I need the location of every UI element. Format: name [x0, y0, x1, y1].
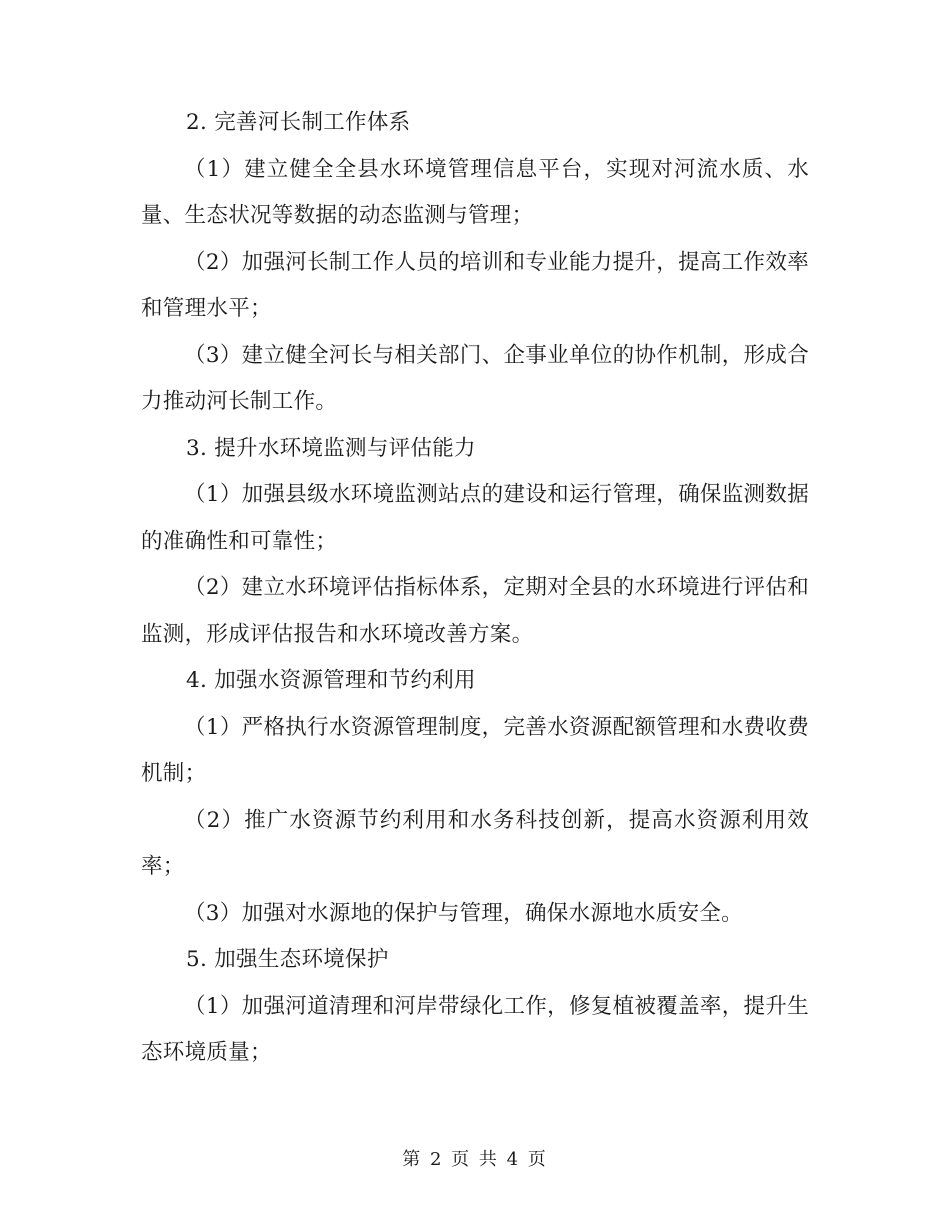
list-item: （2）加强河长制工作人员的培训和专业能力提升，提高工作效率和管理水平； — [141, 249, 809, 321]
list-item: （1）加强河道清理和河岸带绿化工作，修复植被覆盖率，提升生态环境质量； — [141, 993, 809, 1065]
list-item: （3）加强对水源地的保护与管理，确保水源地水质安全。 — [184, 900, 743, 926]
document-body — [141, 100, 809, 1077]
list-item: （3）建立健全河长与相关部门、企事业单位的协作机制，形成合力推动河长制工作。 — [141, 342, 809, 414]
page-number: 第 2 页 共 4 页 — [402, 1149, 548, 1170]
list-item: （2）建立水环境评估指标体系，定期对全县的水环境进行评估和监测，形成评估报告和水环境改善方案。 — [141, 575, 809, 647]
section-heading: 5. 加强生态环境保护 — [186, 947, 389, 972]
list-item: （2）推广水资源节约利用和水务科技创新，提高水资源利用效率； — [141, 807, 809, 879]
list-item: （1）加强县级水环境监测站点的建设和运行管理，确保监测数据的准确性和可靠性； — [141, 482, 809, 554]
section-heading: 2. 完善河长制工作体系 — [186, 110, 411, 135]
section-heading: 3. 提升水环境监测与评估能力 — [186, 435, 476, 461]
list-item: （1）严格执行水资源管理制度，完善水资源配额管理和水费收费机制； — [141, 714, 809, 786]
list-item: （1）建立健全全县水环境管理信息平台，实现对河流水质、水量、生态状况等数据的动态监测与管理； — [141, 156, 809, 228]
section-heading: 4. 加强水资源管理和节约利用 — [186, 668, 476, 693]
